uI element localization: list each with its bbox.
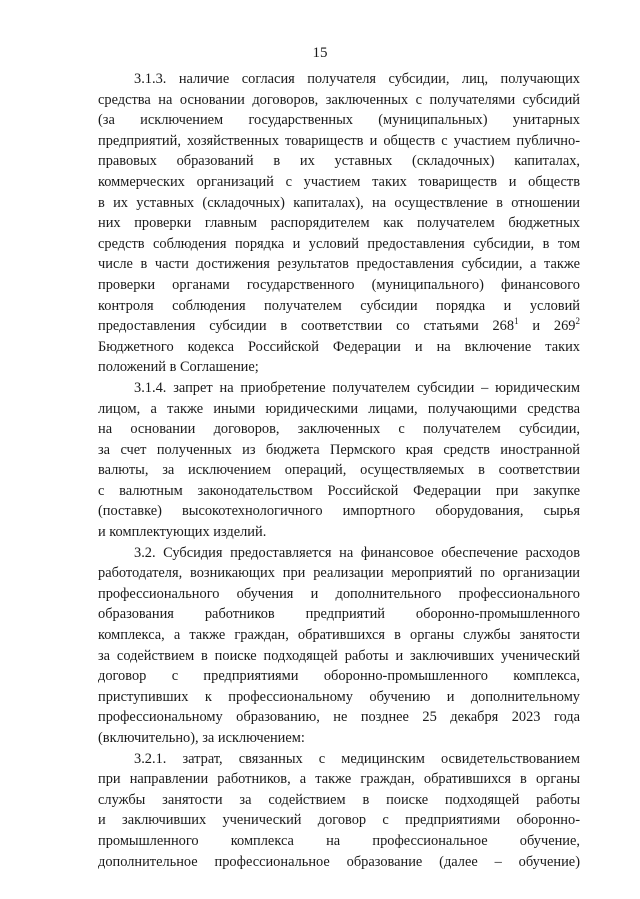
text-line: приступивших к профессиональному обучению и дополнительному <box>98 688 580 705</box>
text-line: комплекса, а также граждан, обратившихся в органы службы занятости <box>98 627 580 644</box>
text-line: средства на основании договоров, заключенных с получателями субсидий <box>98 91 580 108</box>
text-line: коммерческих организаций с участием таких товариществ и обществ <box>98 173 580 190</box>
text-line: за содействием в поиске подходящей работы и заключивших ученический <box>98 647 580 664</box>
text-line: (за исключением государственных (муниципальных) унитарных <box>98 112 580 129</box>
text-line: профессионального обучения и дополнительного профессионального <box>98 585 580 602</box>
text-line: проверки органами государственного (муниципального) финансового <box>98 276 580 293</box>
text-line: Бюджетного кодекса Российской Федерации и на включение таких <box>98 338 580 355</box>
text-line: (включительно), за исключением: <box>98 730 305 746</box>
text-line: 3.2. Субсидия предоставляется на финансовое обеспечение расходов <box>134 544 580 561</box>
text-line: них проверки главным распорядителем как получателем бюджетных <box>98 215 580 232</box>
text-line: работодателя, возникающих при реализации мероприятий по организации <box>98 565 580 582</box>
text-line-with-footnotes <box>98 316 580 337</box>
page-number: 15 <box>312 45 328 61</box>
text-line: при направлении работников, а также граждан, обратившихся в органы <box>98 771 580 788</box>
text-line: профессиональному образованию, не позднее 25 декабря 2023 года <box>98 709 580 726</box>
text-line: в их уставных (складочных) капиталах), на осуществление в отношении <box>98 194 580 211</box>
text-line: предприятий, хозяйственных товариществ и обществ с участием публично- <box>98 132 580 149</box>
text-line: числе в части достижения результатов предоставления субсидии, а также <box>98 256 580 273</box>
text-line: правовых образований в их уставных (складочных) капиталах, <box>98 153 580 170</box>
text-line: дополнительное профессиональное образование (далее – обучение) <box>98 853 580 870</box>
text-line: лицом, а также иными юридическими лицами, получающими средства <box>98 400 580 417</box>
text-line: за счет полученных из бюджета Пермского края средств иностранной <box>98 441 580 458</box>
text-line: (поставке) высокотехнологичного импортного оборудования, сырья <box>98 503 580 520</box>
text-fragment: и 269 <box>518 318 576 335</box>
text-line: с валютным законодательством Российской Федерации при закупке <box>98 482 580 499</box>
text-line: службы занятости за содействием в поиске подходящей работы <box>98 791 580 808</box>
text-line: и заключивших ученический договор с предприятиями оборонно- <box>98 812 580 829</box>
text-line: положений в Соглашение; <box>98 359 259 376</box>
text-line: контроля соблюдения получателем субсидии порядка и условий <box>98 297 580 314</box>
text-line: на основании договоров, заключенных с получателем субсидии, <box>98 421 580 438</box>
text-line: договор с предприятиями оборонно-промышленного комплекса, <box>98 668 580 685</box>
paragraph-3-1-4 <box>98 378 580 543</box>
text-line: 3.1.4. запрет на приобретение получателем субсидии – юридическим <box>134 379 580 396</box>
text-line: промышленного комплекса на профессиональное обучение, <box>98 832 580 849</box>
superscript-1: 1 <box>514 316 519 327</box>
superscript-2: 2 <box>575 316 581 327</box>
paragraph-3-1-3 <box>98 69 580 378</box>
text-fragment: предоставления субсидии в соответствии со статьями 268 <box>98 318 515 335</box>
text-line: 3.2.1. затрат, связанных с медицинским освидетельствованием <box>134 750 580 767</box>
text-line: и комплектующих изделий. <box>98 524 267 541</box>
text-line: валюты, за исключением операций, осуществляемых в соответствии <box>98 462 580 479</box>
paragraph-3-2-1 <box>98 749 580 873</box>
text-line: образования работников предприятий оборонно-промышленного <box>98 606 580 623</box>
text-line: 3.1.3. наличие согласия получателя субсидии, лиц, получающих <box>134 71 580 87</box>
document-body <box>98 69 580 872</box>
text-line: средств соблюдения порядка и условий предоставления субсидии, в том <box>98 235 580 252</box>
paragraph-3-2 <box>98 543 580 749</box>
